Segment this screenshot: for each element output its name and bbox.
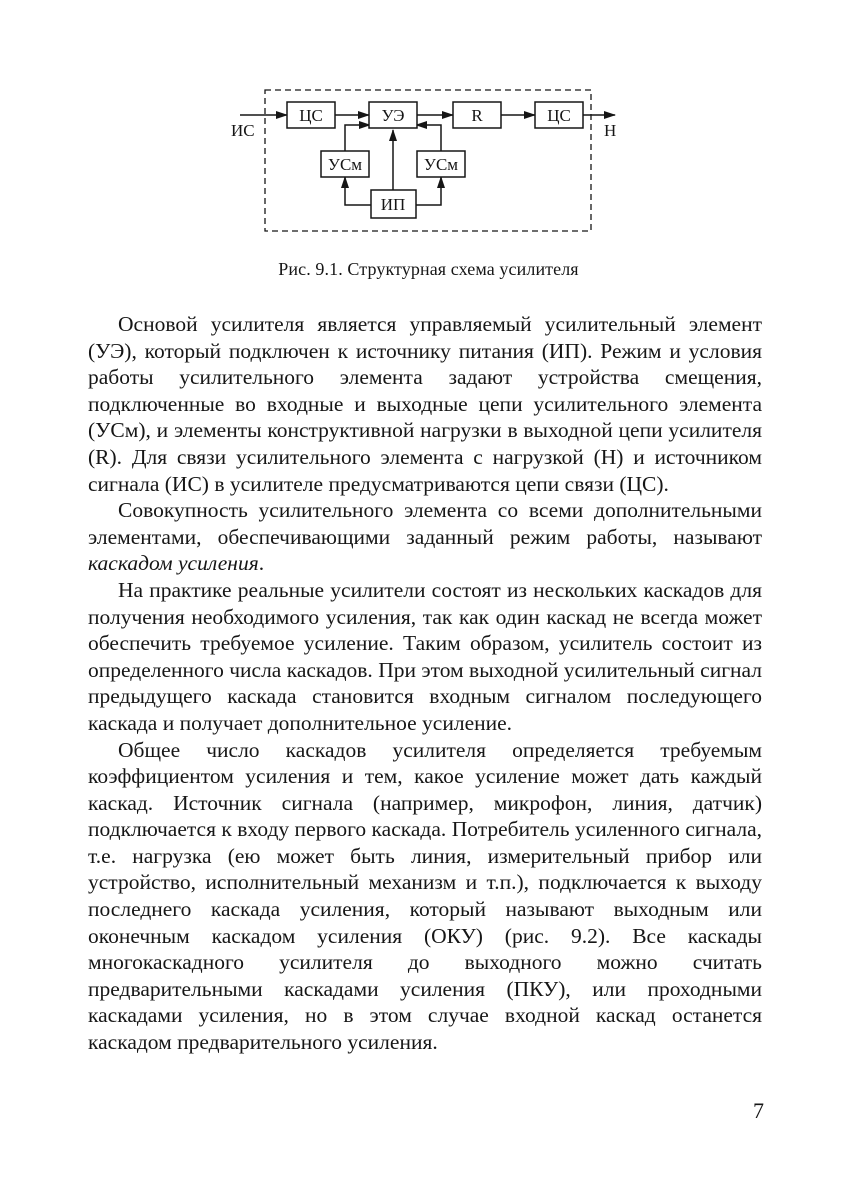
amplifier-block-diagram: [0, 0, 857, 250]
figure-caption: Рис. 9.1. Структурная схема усилителя: [278, 259, 579, 279]
emphasized-term: каскадом усиления: [88, 551, 259, 576]
usm-right-to-ue-arrow: [416, 125, 441, 151]
body-text: [88, 311, 762, 1056]
ip-to-usm-right-arrow: [416, 177, 441, 205]
paragraph: [88, 497, 762, 577]
paragraph: Общее число каскадов усилителя определяется требуемым коэффициентом усиления и тем, какое усиление может дать каждый каскад. Источник сигнала (например, микрофон, линия, датчик) подключается к входу первого каскада. Потребитель усиленного сигнала, т.е. нагрузка (ею может быть линия, измерительный прибор или устройство, исполнительный механизм и т.п.), подключается к выходу последнего каскада усиления, который называют выходным или оконечным каскадом усиления (ОКУ) (рис. 9.2). Все каскады многокаскадного усилителя до выходного можно считать предварительными каскадами усиления (ПКУ), или проходными каскадами усиления, но в этом случае входной каскад останется каскадом предварительного усиления.: [88, 737, 762, 1055]
paragraph-text: Совокупность усилительного элемента со всеми дополнительными элементами, обеспечивающими заданный режим работы, называют: [88, 498, 762, 549]
r-label: R: [471, 106, 483, 125]
cs-output-label: ЦС: [547, 106, 571, 125]
usm-right-label: УСм: [423, 155, 459, 174]
usm-left-label: УСм: [327, 155, 363, 174]
input-terminal-label: ИС: [231, 121, 255, 140]
paragraph: На практике реальные усилители состоят из нескольких каскадов для получения необходимого усиления, так как один каскад не всегда может обеспечить требуемое усиление. Таким образом, усилитель состоит из определенного числа каскадов. При этом выходной усилительный сигнал предыдущего каскада становится входным сигналом последующего каскада и получает дополнительное усиление.: [88, 577, 762, 735]
ue-label: УЭ: [381, 106, 405, 125]
ip-label: ИП: [380, 195, 406, 214]
cs-input-label: ЦС: [299, 106, 323, 125]
usm-left-to-ue-arrow: [345, 125, 370, 151]
ip-to-usm-left-arrow: [345, 177, 371, 205]
paragraph: Основой усилителя является управляемый усилительный элемент (УЭ), который подключен к источнику питания (ИП). Режим и условия работы усилительного элемента задают устройства смещения, подключенные во входные и выходные цепи усилительного элемента (УСм), и элементы конструктивной нагрузки в выходной цепи усилителя (R). Для связи усилительного элемента с нагрузкой (Н) и источником сигнала (ИС) в усилителе предусматриваются цепи связи (ЦС).: [88, 312, 762, 496]
paragraph-tail: .: [258, 551, 265, 576]
output-terminal-label: Н: [604, 121, 617, 140]
page-number: 7: [753, 1098, 764, 1123]
